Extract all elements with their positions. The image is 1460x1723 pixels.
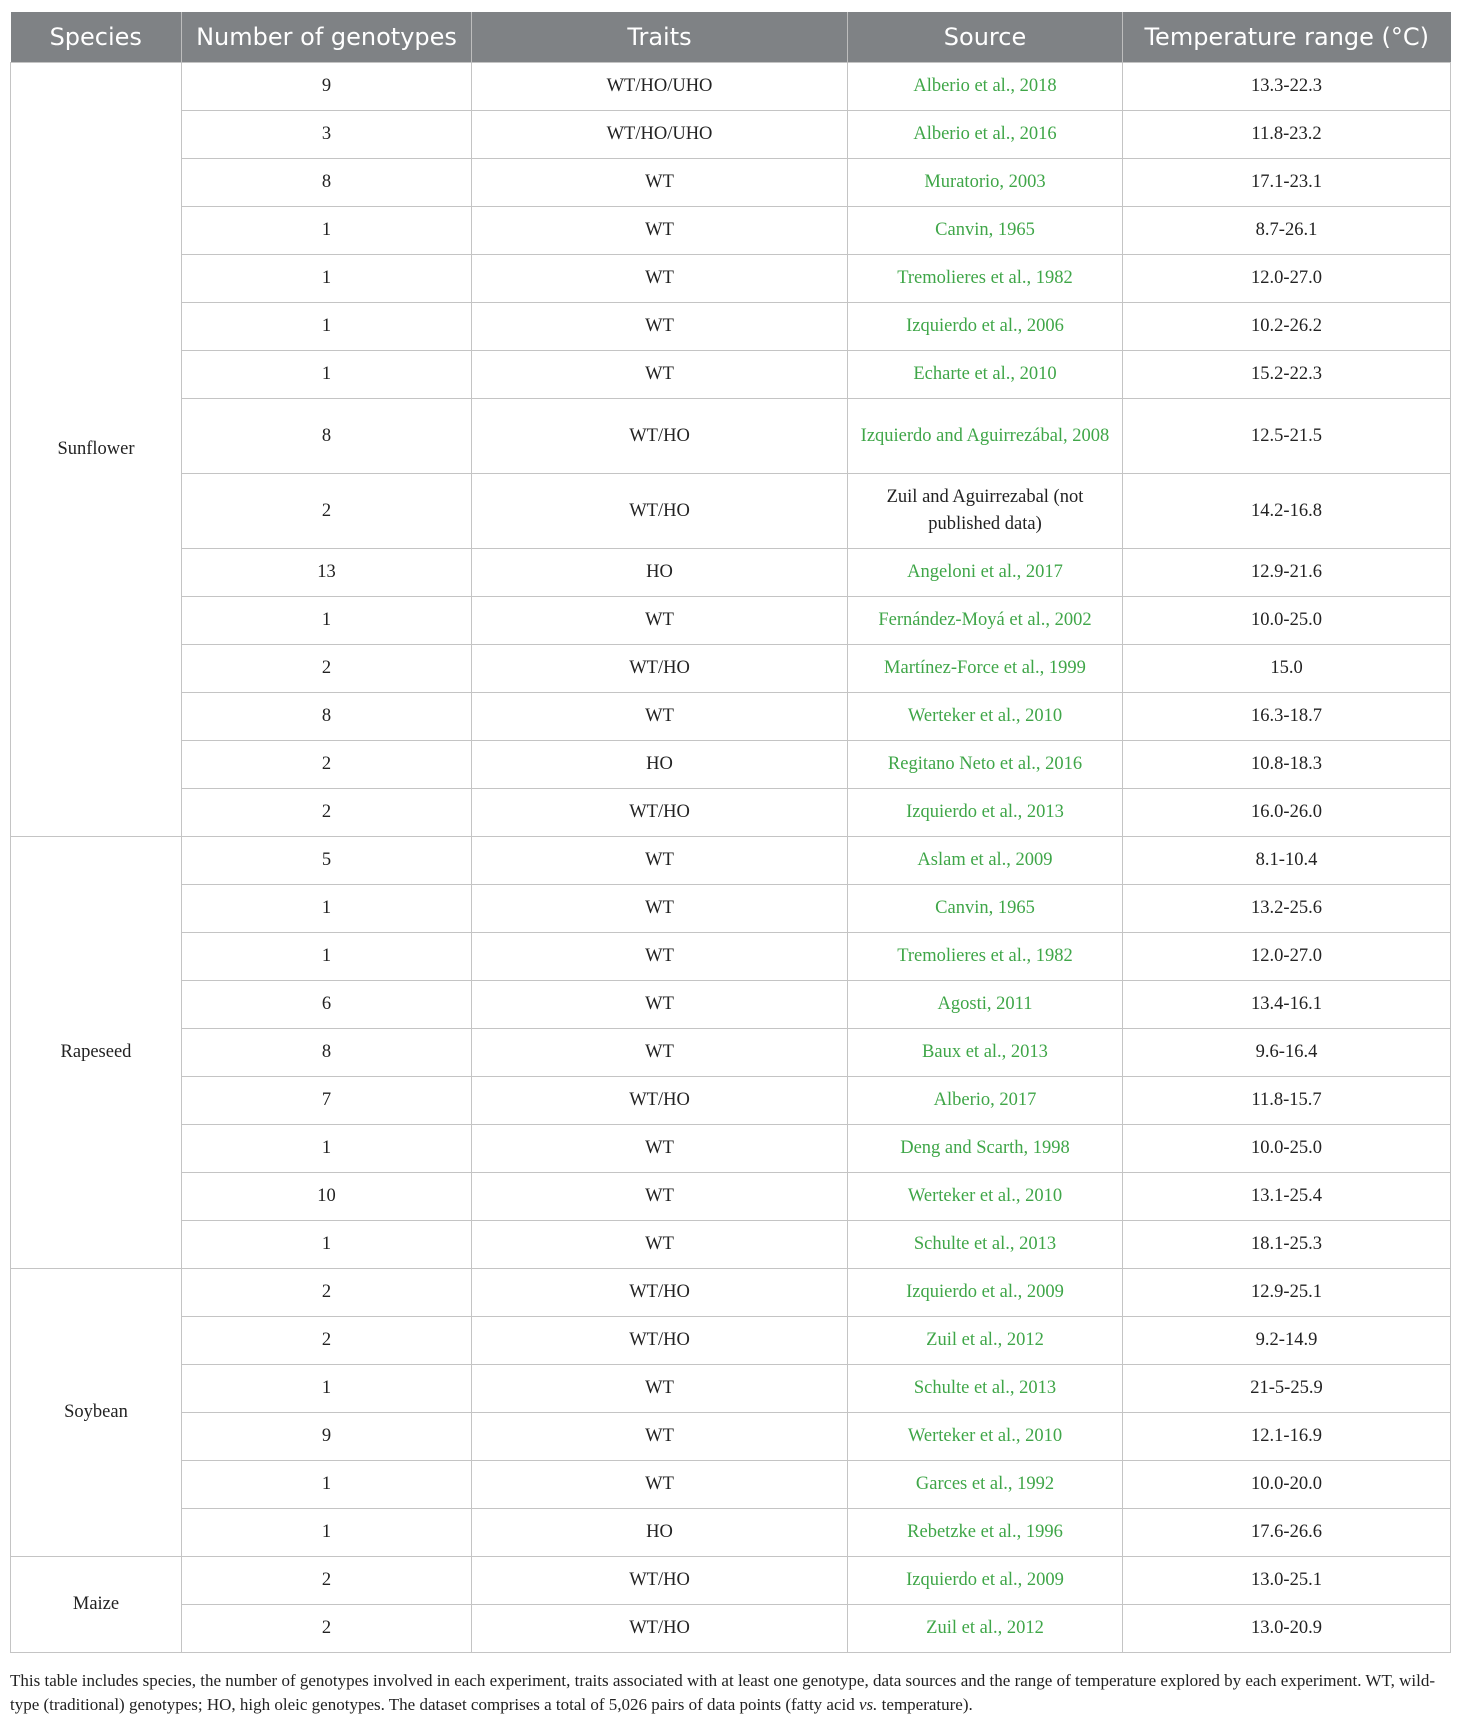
traits-cell: WT — [472, 1125, 848, 1173]
genotype-count-cell: 1 — [182, 1365, 472, 1413]
temperature-range-cell: 9.2-14.9 — [1123, 1317, 1451, 1365]
temperature-range-cell: 10.0-20.0 — [1123, 1461, 1451, 1509]
temperature-range-cell: 17.6-26.6 — [1123, 1509, 1451, 1557]
temperature-range-cell: 11.8-15.7 — [1123, 1077, 1451, 1125]
traits-cell: WT — [472, 207, 848, 255]
source-link[interactable]: Baux et al., 2013 — [848, 1029, 1123, 1077]
source-cell: Zuil and Aguirrezabal (not published data) — [848, 474, 1123, 549]
traits-cell: WT — [472, 933, 848, 981]
table-row — [11, 1413, 1451, 1461]
source-link[interactable]: Aslam et al., 2009 — [848, 837, 1123, 885]
temperature-range-cell: 13.1-25.4 — [1123, 1173, 1451, 1221]
genotype-count-cell: 6 — [182, 981, 472, 1029]
source-link[interactable]: Werteker et al., 2010 — [848, 1413, 1123, 1461]
traits-cell: WT — [472, 981, 848, 1029]
table-row — [11, 981, 1451, 1029]
traits-cell: WT/HO — [472, 1269, 848, 1317]
table-row — [11, 1509, 1451, 1557]
temperature-range-cell: 12.0-27.0 — [1123, 255, 1451, 303]
traits-cell: WT/HO/UHO — [472, 63, 848, 111]
source-link[interactable]: Werteker et al., 2010 — [848, 693, 1123, 741]
table-row — [11, 111, 1451, 159]
table-row — [11, 645, 1451, 693]
table-row — [11, 1077, 1451, 1125]
table-row — [11, 933, 1451, 981]
genotype-count-cell: 2 — [182, 474, 472, 549]
source-link[interactable]: Garces et al., 1992 — [848, 1461, 1123, 1509]
temperature-range-cell: 14.2-16.8 — [1123, 474, 1451, 549]
temperature-range-cell: 13.0-25.1 — [1123, 1557, 1451, 1605]
genotype-count-cell: 9 — [182, 1413, 472, 1461]
temperature-range-cell: 12.5-21.5 — [1123, 399, 1451, 474]
temperature-range-cell: 13.2-25.6 — [1123, 885, 1451, 933]
table-row — [11, 789, 1451, 837]
traits-cell: WT — [472, 159, 848, 207]
traits-cell: WT/HO — [472, 1605, 848, 1653]
traits-cell: WT — [472, 303, 848, 351]
table-row — [11, 597, 1451, 645]
table-row — [11, 837, 1451, 885]
temperature-range-cell: 9.6-16.4 — [1123, 1029, 1451, 1077]
temperature-range-cell: 10.0-25.0 — [1123, 597, 1451, 645]
traits-cell: WT — [472, 885, 848, 933]
temperature-range-cell: 11.8-23.2 — [1123, 111, 1451, 159]
genotype-count-cell: 1 — [182, 1221, 472, 1269]
genotype-count-cell: 1 — [182, 1509, 472, 1557]
source-link[interactable]: Canvin, 1965 — [848, 885, 1123, 933]
traits-cell: WT/HO — [472, 1317, 848, 1365]
traits-cell: WT — [472, 597, 848, 645]
source-link[interactable]: Alberio et al., 2018 — [848, 63, 1123, 111]
header-temperature: Temperature range (°C) — [1123, 12, 1451, 63]
source-link[interactable]: Echarte et al., 2010 — [848, 351, 1123, 399]
source-link[interactable]: Canvin, 1965 — [848, 207, 1123, 255]
temperature-range-cell: 17.1-23.1 — [1123, 159, 1451, 207]
traits-cell: WT — [472, 1461, 848, 1509]
table-row — [11, 351, 1451, 399]
genotype-count-cell: 2 — [182, 645, 472, 693]
source-link[interactable]: Izquierdo et al., 2009 — [848, 1269, 1123, 1317]
species-cell: Rapeseed — [11, 837, 182, 1269]
genotype-count-cell: 8 — [182, 693, 472, 741]
source-link[interactable]: Schulte et al., 2013 — [848, 1221, 1123, 1269]
traits-cell: WT — [472, 255, 848, 303]
genotype-count-cell: 3 — [182, 111, 472, 159]
source-link[interactable]: Tremolieres et al., 1982 — [848, 255, 1123, 303]
table-row — [11, 1173, 1451, 1221]
table-row — [11, 741, 1451, 789]
source-link[interactable]: Izquierdo et al., 2013 — [848, 789, 1123, 837]
species-cell: Maize — [11, 1557, 182, 1653]
genotype-count-cell: 2 — [182, 1605, 472, 1653]
genotype-count-cell: 2 — [182, 741, 472, 789]
source-link[interactable]: Izquierdo et al., 2006 — [848, 303, 1123, 351]
source-link[interactable]: Tremolieres et al., 1982 — [848, 933, 1123, 981]
temperature-range-cell: 21-5-25.9 — [1123, 1365, 1451, 1413]
genotype-count-cell: 8 — [182, 1029, 472, 1077]
genotype-count-cell: 2 — [182, 1317, 472, 1365]
traits-cell: HO — [472, 741, 848, 789]
genotype-count-cell: 2 — [182, 1269, 472, 1317]
temperature-range-cell: 15.2-22.3 — [1123, 351, 1451, 399]
traits-cell: WT — [472, 1221, 848, 1269]
temperature-range-cell: 10.2-26.2 — [1123, 303, 1451, 351]
table-row — [11, 159, 1451, 207]
source-link[interactable]: Izquierdo and Aguirrezábal, 2008 — [848, 399, 1123, 474]
source-link[interactable]: Fernández-Moyá et al., 2002 — [848, 597, 1123, 645]
table-row — [11, 207, 1451, 255]
traits-cell: WT — [472, 1029, 848, 1077]
temperature-range-cell: 15.0 — [1123, 645, 1451, 693]
genotype-count-cell: 2 — [182, 1557, 472, 1605]
source-link[interactable]: Zuil et al., 2012 — [848, 1605, 1123, 1653]
genotype-count-cell: 1 — [182, 207, 472, 255]
genotype-count-cell: 9 — [182, 63, 472, 111]
table-row — [11, 474, 1451, 549]
temperature-range-cell: 12.1-16.9 — [1123, 1413, 1451, 1461]
traits-cell: WT — [472, 351, 848, 399]
data-table — [10, 12, 1451, 1653]
table-row — [11, 63, 1451, 111]
table-row — [11, 1125, 1451, 1173]
traits-cell: WT — [472, 693, 848, 741]
source-link[interactable]: Angeloni et al., 2017 — [848, 549, 1123, 597]
traits-cell: WT — [472, 837, 848, 885]
source-link[interactable]: Muratorio, 2003 — [848, 159, 1123, 207]
table-header — [11, 12, 1451, 63]
header-source: Source — [848, 12, 1123, 63]
table-row — [11, 1557, 1451, 1605]
temperature-range-cell: 12.9-25.1 — [1123, 1269, 1451, 1317]
traits-cell: WT — [472, 1413, 848, 1461]
genotype-count-cell: 1 — [182, 255, 472, 303]
genotype-count-cell: 1 — [182, 1461, 472, 1509]
traits-cell: WT/HO — [472, 1077, 848, 1125]
table-row — [11, 885, 1451, 933]
table-row — [11, 1365, 1451, 1413]
temperature-range-cell: 13.3-22.3 — [1123, 63, 1451, 111]
genotype-count-cell: 5 — [182, 837, 472, 885]
source-link[interactable]: Werteker et al., 2010 — [848, 1173, 1123, 1221]
traits-cell: WT/HO — [472, 789, 848, 837]
genotype-count-cell: 2 — [182, 789, 472, 837]
genotype-count-cell: 1 — [182, 1125, 472, 1173]
source-link[interactable]: Schulte et al., 2013 — [848, 1365, 1123, 1413]
species-cell: Soybean — [11, 1269, 182, 1557]
traits-cell: WT/HO — [472, 399, 848, 474]
traits-cell: WT/HO — [472, 474, 848, 549]
header-species: Species — [11, 12, 182, 63]
table-row — [11, 303, 1451, 351]
temperature-range-cell: 18.1-25.3 — [1123, 1221, 1451, 1269]
temperature-range-cell: 12.9-21.6 — [1123, 549, 1451, 597]
source-link[interactable]: Zuil et al., 2012 — [848, 1317, 1123, 1365]
source-link[interactable]: Deng and Scarth, 1998 — [848, 1125, 1123, 1173]
traits-cell: HO — [472, 1509, 848, 1557]
table-row — [11, 549, 1451, 597]
table-footnote: This table includes species, the number of genotypes involved in each experiment, traits associated with at least one genotype, data sources and the range of temperature explored by each experiment. WT, wild-type (traditional) genotypes; HO, high oleic genotypes. The dataset comprises a total of 5,026 pairs of data points (fatty acid vs. temperature). — [10, 1671, 1435, 1714]
species-cell: Sunflower — [11, 63, 182, 837]
traits-cell: WT/HO/UHO — [472, 111, 848, 159]
table-row — [11, 693, 1451, 741]
source-link[interactable]: Agosti, 2011 — [848, 981, 1123, 1029]
table-row — [11, 255, 1451, 303]
genotype-count-cell: 1 — [182, 885, 472, 933]
header-genotypes: Number of genotypes — [182, 12, 472, 63]
source-link[interactable]: Alberio, 2017 — [848, 1077, 1123, 1125]
table-row — [11, 1461, 1451, 1509]
traits-cell: WT — [472, 1173, 848, 1221]
temperature-range-cell: 10.8-18.3 — [1123, 741, 1451, 789]
traits-cell: WT/HO — [472, 1557, 848, 1605]
temperature-range-cell: 8.7-26.1 — [1123, 207, 1451, 255]
source-link[interactable]: Rebetzke et al., 1996 — [848, 1509, 1123, 1557]
temperature-range-cell: 13.4-16.1 — [1123, 981, 1451, 1029]
temperature-range-cell: 12.0-27.0 — [1123, 933, 1451, 981]
table-row — [11, 1269, 1451, 1317]
genotype-count-cell: 1 — [182, 597, 472, 645]
temperature-range-cell: 13.0-20.9 — [1123, 1605, 1451, 1653]
genotype-count-cell: 13 — [182, 549, 472, 597]
footnote-italic: vs. — [859, 1695, 878, 1714]
genotype-count-cell: 1 — [182, 351, 472, 399]
temperature-range-cell: 8.1-10.4 — [1123, 837, 1451, 885]
temperature-range-cell: 10.0-25.0 — [1123, 1125, 1451, 1173]
genotype-count-cell: 1 — [182, 303, 472, 351]
table-row — [11, 399, 1451, 474]
temperature-range-cell: 16.3-18.7 — [1123, 693, 1451, 741]
temperature-range-cell: 16.0-26.0 — [1123, 789, 1451, 837]
genotype-count-cell: 1 — [182, 933, 472, 981]
table-row — [11, 1029, 1451, 1077]
table-row — [11, 1317, 1451, 1365]
header-row — [11, 12, 1451, 63]
table-row — [11, 1221, 1451, 1269]
traits-cell: HO — [472, 549, 848, 597]
genotype-count-cell: 8 — [182, 399, 472, 474]
traits-cell: WT — [472, 1365, 848, 1413]
traits-cell: WT/HO — [472, 645, 848, 693]
source-link[interactable]: Alberio et al., 2016 — [848, 111, 1123, 159]
header-traits: Traits — [472, 12, 848, 63]
source-link[interactable]: Regitano Neto et al., 2016 — [848, 741, 1123, 789]
genotype-count-cell: 8 — [182, 159, 472, 207]
table-row — [11, 1605, 1451, 1653]
table-body — [11, 63, 1451, 1653]
source-link[interactable]: Martínez-Force et al., 1999 — [848, 645, 1123, 693]
genotype-count-cell: 10 — [182, 1173, 472, 1221]
genotype-count-cell: 7 — [182, 1077, 472, 1125]
source-link[interactable]: Izquierdo et al., 2009 — [848, 1557, 1123, 1605]
